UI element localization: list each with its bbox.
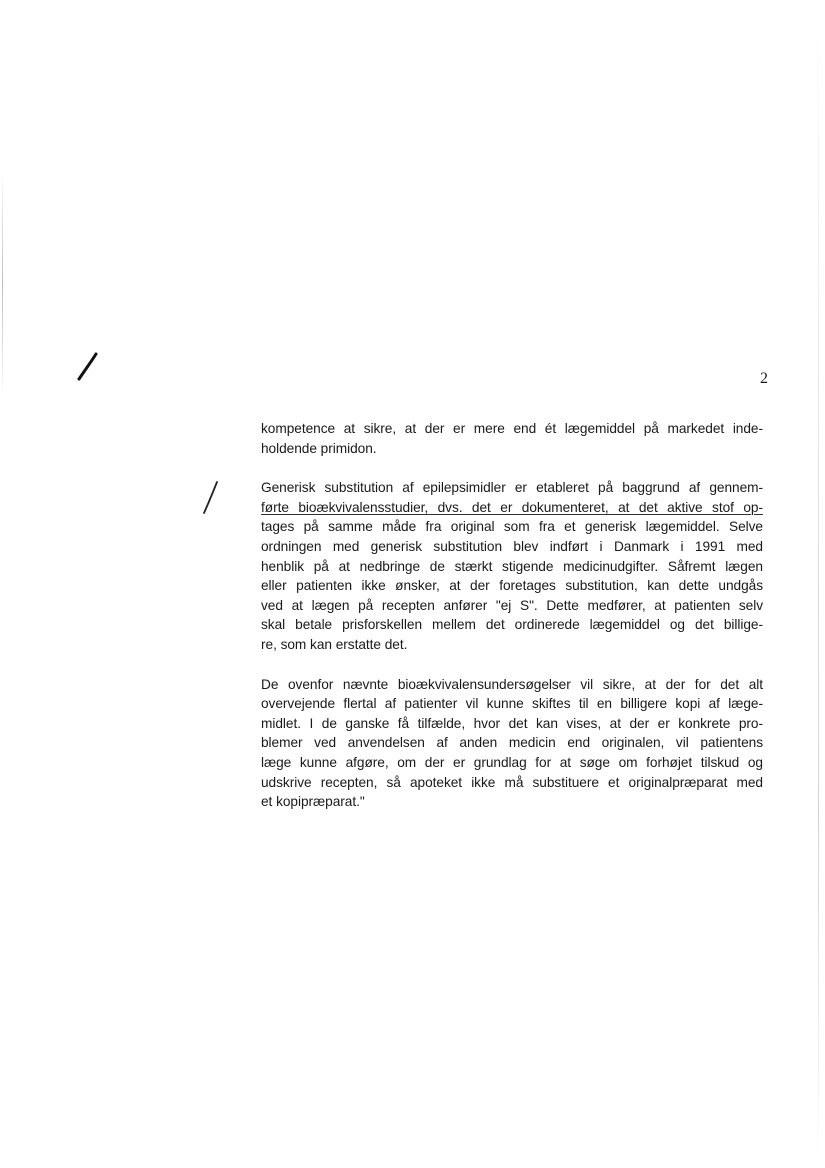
- text-line: henblik på at nedbringe de stærkt stigende medicinudgifter. Såfremt lægen: [261, 558, 763, 574]
- text-line: overvejende flertal af patienter vil kunne skiftes til en billigere kopi af læge-: [261, 696, 763, 712]
- text-line: skal betale prisforskellen mellem det ordinerede lægemiddel og det billige-: [261, 617, 763, 633]
- scan-edge-left: [2, 170, 3, 400]
- text-line: eller patienten ikke ønsker, at der foretages substitution, kan dette undgås: [261, 578, 763, 594]
- text-line: holdende primidon.: [261, 440, 377, 456]
- scan-edge-right: [818, 0, 819, 1168]
- text-line: læge kunne afgøre, om der er grundlag for at søge om forhøjet tilskud og: [261, 754, 763, 770]
- text-line: udskrive recepten, så apoteket ikke må substituere et originalpræparat med: [261, 774, 763, 790]
- text-line: re, som kan erstatte det.: [261, 636, 408, 652]
- paragraph-2: [261, 478, 763, 654]
- text-line: tages på samme måde fra original som fra et generisk lægemiddel. Selve: [261, 519, 763, 535]
- text-line: De ovenfor nævnte bioækvivalensundersøgelser vil sikre, at der for det alt: [261, 676, 763, 692]
- paragraph-1: [261, 419, 763, 458]
- text-line: midlet. I de ganske få tilfælde, hvor det kan vises, at der er konkrete pro-: [261, 715, 763, 731]
- handwritten-margin-mark-icon: [201, 480, 221, 516]
- text-line-underlined: førte bioækvivalensstudier, dvs. det er dokumenteret, at det aktive stof op-: [261, 499, 763, 515]
- text-line: blemer ved anvendelsen af anden medicin end originalen, vil patientens: [261, 735, 763, 751]
- text-line: et kopipræparat.": [261, 794, 365, 810]
- handwritten-tick-mark-icon: [76, 352, 100, 382]
- text-line: ordningen med generisk substitution blev indført i Danmark i 1991 med: [261, 538, 763, 554]
- paragraph-3: [261, 675, 763, 812]
- page-number: 2: [760, 370, 768, 387]
- body-text: [261, 419, 763, 832]
- text-line: Generisk substitution af epilepsimidler er etableret på baggrund af gennem-: [261, 480, 763, 496]
- text-line: kompetence at sikre, at der er mere end ét lægemiddel på markedet inde-: [261, 421, 763, 436]
- text-line: ved at lægen på recepten anfører "ej S". Dette medfører, at patienten selv: [261, 597, 763, 613]
